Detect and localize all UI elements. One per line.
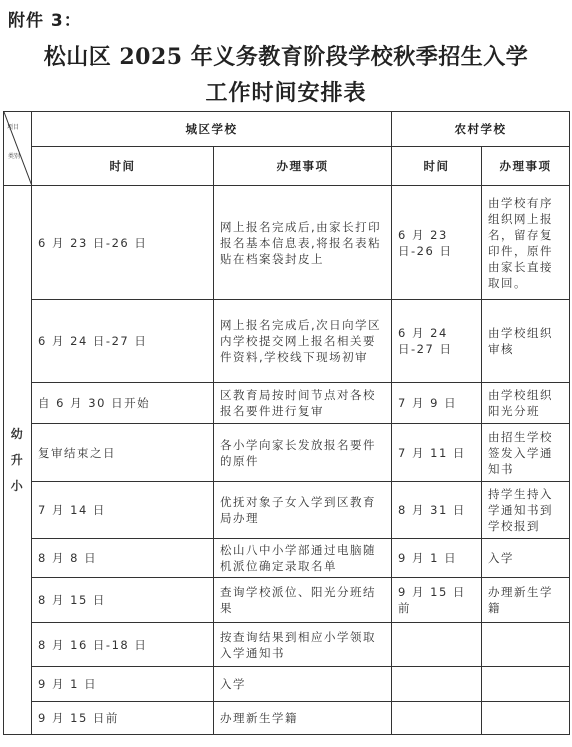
city-time-cell: 6 月 23 日-26 日 <box>32 186 214 300</box>
rural-time-cell: 6 月 24 日-27 日 <box>392 300 482 383</box>
schedule-table <box>3 111 570 735</box>
header-rural-schools: 农村学校 <box>392 112 570 147</box>
category-char: 小 <box>10 479 25 493</box>
corner-label-top: 项目 <box>6 124 19 131</box>
header-rural-time: 时间 <box>392 147 482 186</box>
rural-time-cell: 8 月 31 日 <box>392 482 482 539</box>
table-row <box>4 300 570 383</box>
rural-task-cell <box>482 623 570 667</box>
city-time-cell: 8 月 15 日 <box>32 578 214 623</box>
rural-time-cell: 7 月 9 日 <box>392 383 482 424</box>
rural-time-cell <box>392 702 482 735</box>
rural-time-cell: 6 月 23 日-26 日 <box>392 186 482 300</box>
corner-label-bottom: 类别 <box>8 153 21 160</box>
city-task-cell: 办理新生学籍 <box>214 702 392 735</box>
rural-time-cell: 9 月 15 日前 <box>392 578 482 623</box>
city-task-cell: 松山八中小学部通过电脑随机派位确定录取名单 <box>214 539 392 578</box>
rural-task-cell <box>482 667 570 702</box>
table-row <box>4 578 570 623</box>
city-time-cell: 9 月 1 日 <box>32 667 214 702</box>
city-time-cell: 8 月 8 日 <box>32 539 214 578</box>
header-row-groups <box>4 112 570 147</box>
city-time-cell: 自 6 月 30 日开始 <box>32 383 214 424</box>
rural-task-cell: 由招生学校签发入学通知书 <box>482 424 570 482</box>
table-row <box>4 186 570 300</box>
header-row-columns <box>4 147 570 186</box>
table-row <box>4 383 570 424</box>
rural-task-cell: 由学校组织阳光分班 <box>482 383 570 424</box>
rural-task-cell: 办理新生学籍 <box>482 578 570 623</box>
city-task-cell: 网上报名完成后,次日向学区内学校提交网上报名相关要件资料,学校线下现场初审 <box>214 300 392 383</box>
rural-time-cell <box>392 623 482 667</box>
rural-task-cell: 入学 <box>482 539 570 578</box>
rural-task-cell: 持学生持入学通知书到学校报到 <box>482 482 570 539</box>
city-time-cell: 7 月 14 日 <box>32 482 214 539</box>
document-title-line2: 工作时间安排表 <box>205 80 367 106</box>
attachment-label: 附件 3： <box>8 11 82 31</box>
category-char: 幼 <box>10 427 25 441</box>
city-task-cell: 网上报名完成后,由家长打印报名基本信息表,将报名表粘贴在档案袋封皮上 <box>214 186 392 300</box>
table-row <box>4 702 570 735</box>
rural-task-cell: 由学校有序组织网上报名，留存复印件，原件由家长直接取回。 <box>482 186 570 300</box>
corner-header-cell <box>4 112 32 186</box>
category-char: 升 <box>10 453 25 467</box>
rural-task-cell: 由学校组织审核 <box>482 300 570 383</box>
city-task-cell: 区教育局按时间节点对各校报名要件进行复审 <box>214 383 392 424</box>
document-title-line1: 松山区 2025 年义务教育阶段学校秋季招生入学 <box>43 44 529 70</box>
rural-task-cell <box>482 702 570 735</box>
city-task-cell: 优抚对象子女入学到区教育局办理 <box>214 482 392 539</box>
city-task-cell: 各小学向家长发放报名要件的原件 <box>214 424 392 482</box>
rural-time-cell: 7 月 11 日 <box>392 424 482 482</box>
header-city-schools: 城区学校 <box>32 112 392 147</box>
table-row <box>4 482 570 539</box>
city-task-cell: 入学 <box>214 667 392 702</box>
city-time-cell: 8 月 16 日-18 日 <box>32 623 214 667</box>
header-rural-matter: 办理事项 <box>482 147 570 186</box>
city-time-cell: 复审结束之日 <box>32 424 214 482</box>
header-city-matter: 办理事项 <box>214 147 392 186</box>
rural-time-cell <box>392 667 482 702</box>
city-time-cell: 6 月 24 日-27 日 <box>32 300 214 383</box>
header-city-time: 时间 <box>32 147 214 186</box>
table-row <box>4 623 570 667</box>
table-row <box>4 539 570 578</box>
table-row <box>4 667 570 702</box>
rural-time-cell: 9 月 1 日 <box>392 539 482 578</box>
city-time-cell: 9 月 15 日前 <box>32 702 214 735</box>
city-task-cell: 按查询结果到相应小学领取入学通知书 <box>214 623 392 667</box>
category-cell <box>4 186 32 735</box>
table-row <box>4 424 570 482</box>
city-task-cell: 查询学校派位、阳光分班结果 <box>214 578 392 623</box>
